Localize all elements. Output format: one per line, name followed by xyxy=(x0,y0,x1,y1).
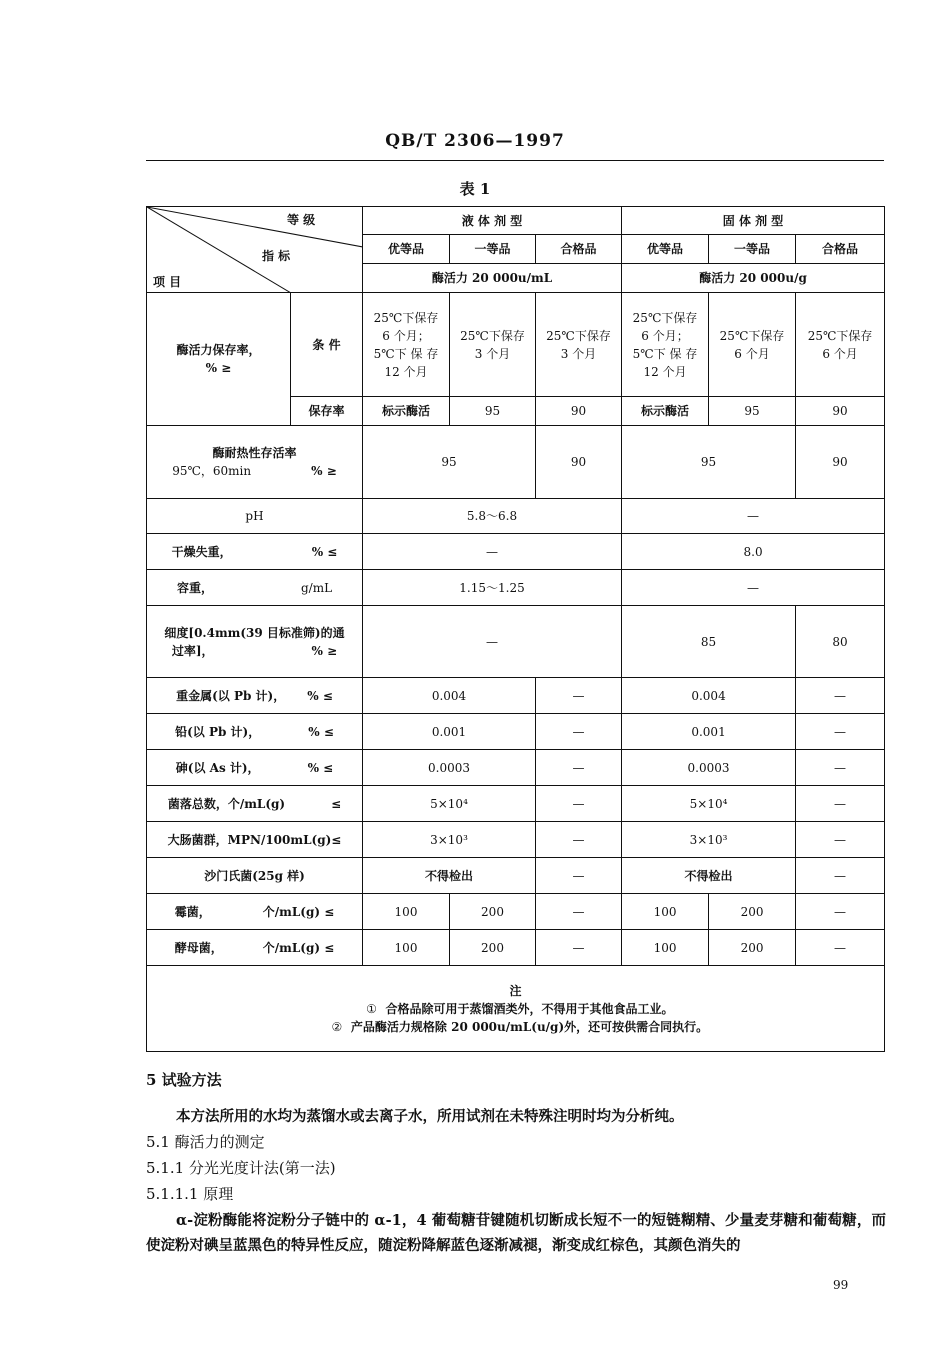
contaminant-value: 0.0003 xyxy=(622,750,796,786)
heat-value: 95 xyxy=(622,426,796,499)
fineness-solid-b: 80 xyxy=(796,606,885,678)
fineness-liquid: — xyxy=(363,606,622,678)
spec-table xyxy=(146,206,885,1052)
header-rule xyxy=(146,160,884,161)
rate-label: 保存率 xyxy=(291,397,363,426)
yeast-value: 200 xyxy=(709,930,796,966)
contaminant-label: 沙门氏菌(25g 样) xyxy=(147,858,363,894)
page-number: 99 xyxy=(833,1278,849,1292)
retention-label-line2: % ≥ xyxy=(205,361,232,375)
mold-value: 100 xyxy=(622,894,709,930)
contaminant-value: — xyxy=(796,750,885,786)
contaminant-label: 菌落总数，个/mL(g) ≤ xyxy=(147,786,363,822)
condition-cell: 25℃下保存 6 个月； 5℃下 保 存 12 个月 xyxy=(622,293,709,397)
note-item: ① 合格品除可用于蒸馏酒类外，不得用于其他食品工业。 xyxy=(366,1001,674,1016)
activity-spec-solid: 酶活力 20 000u/g xyxy=(622,264,885,293)
mold-value: 200 xyxy=(709,894,796,930)
rate-cell: 标示酶活 xyxy=(363,397,450,426)
contaminant-label: 大肠菌群，MPN/100mL(g)≤ xyxy=(147,822,363,858)
contaminant-value: — xyxy=(796,714,885,750)
mold-value: 200 xyxy=(450,894,536,930)
mold-label: 霉菌， 个/mL(g) ≤ xyxy=(147,894,363,930)
condition-cell: 25℃下保存 3 个月 xyxy=(450,293,536,397)
condition-cell: 25℃下保存 6 个月； 5℃下 保 存 12 个月 xyxy=(363,293,450,397)
condition-cell: 25℃下保存 6 个月 xyxy=(709,293,796,397)
standard-code: QB/T 2306—1997 xyxy=(385,131,565,151)
grade-cell: 合格品 xyxy=(796,235,885,264)
contaminant-value: — xyxy=(536,786,622,822)
corner-indicator-label: 指 标 xyxy=(262,249,291,263)
corner-item-label: 项 目 xyxy=(153,275,182,289)
contaminant-value: — xyxy=(536,822,622,858)
grade-cell: 合格品 xyxy=(536,235,622,264)
spec-table-wrapper xyxy=(146,206,884,1046)
contaminant-value: 0.001 xyxy=(363,714,536,750)
grade-cell: 优等品 xyxy=(363,235,450,264)
retention-label-cell xyxy=(147,293,291,426)
yeast-label: 酵母菌， 个/mL(g) ≤ xyxy=(147,930,363,966)
contaminant-value: — xyxy=(536,750,622,786)
contaminant-value: 5×10⁴ xyxy=(622,786,796,822)
heat-stability-label: 酶耐热性存活率 95℃，60min % ≥ xyxy=(147,426,363,499)
contaminant-value: 0.004 xyxy=(363,678,536,714)
ph-liquid: 5.8～6.8 xyxy=(363,499,622,534)
bulk-density-label: 容重， g/mL xyxy=(147,570,363,606)
section-5-1-1-heading: 5.1.1 分光光度计法(第一法) xyxy=(146,1159,336,1177)
condition-cell: 25℃下保存 3 个月 xyxy=(536,293,622,397)
contaminant-value: 0.001 xyxy=(622,714,796,750)
rate-cell: 95 xyxy=(450,397,536,426)
contaminant-value: — xyxy=(796,786,885,822)
rate-cell: 标示酶活 xyxy=(622,397,709,426)
mold-value: 100 xyxy=(363,894,450,930)
group-solid: 固 体 剂 型 xyxy=(622,207,885,235)
contaminant-label: 砷(以 As 计)， % ≤ xyxy=(147,750,363,786)
paragraph-1: 本方法所用的水均为蒸馏水或去离子水，所用试剂在未特殊注明时均为分析纯。 xyxy=(176,1108,684,1125)
grade-cell: 一等品 xyxy=(709,235,796,264)
yeast-value: 100 xyxy=(363,930,450,966)
contaminant-value: — xyxy=(536,678,622,714)
contaminant-value: 5×10⁴ xyxy=(363,786,536,822)
yeast-value: — xyxy=(536,930,622,966)
contaminant-value: 0.004 xyxy=(622,678,796,714)
yeast-value: — xyxy=(796,930,885,966)
contaminant-label: 重金属(以 Pb 计)， % ≤ xyxy=(147,678,363,714)
contaminant-value: 不得检出 xyxy=(622,858,796,894)
fineness-label: 细度[0.4mm(39 目标准筛)的通 过率]， % ≥ xyxy=(147,606,363,678)
corner-grade-label: 等 级 xyxy=(287,213,316,227)
notes-title: 注 xyxy=(509,983,522,998)
contaminant-value: — xyxy=(536,714,622,750)
group-liquid: 液 体 剂 型 xyxy=(363,207,622,235)
bulk-density-solid: — xyxy=(622,570,885,606)
contaminant-label: 铅(以 Pb 计)， % ≤ xyxy=(147,714,363,750)
corner-header-cell xyxy=(147,207,363,293)
heat-value: 90 xyxy=(536,426,622,499)
ph-solid: — xyxy=(622,499,885,534)
activity-spec-liquid: 酶活力 20 000u/mL xyxy=(363,264,622,293)
table-notes xyxy=(147,966,885,1052)
contaminant-value: — xyxy=(536,858,622,894)
dry-loss-label: 干燥失重， % ≤ xyxy=(147,534,363,570)
contaminant-value: 0.0003 xyxy=(363,750,536,786)
section-5-heading: 5 试验方法 xyxy=(146,1071,222,1089)
grade-cell: 优等品 xyxy=(622,235,709,264)
mold-value: — xyxy=(536,894,622,930)
table-title: 表 1 xyxy=(459,180,491,198)
note-item: ② 产品酶活力规格除 20 000u/mL(u/g)外，还可按供需合同执行。 xyxy=(331,1019,709,1034)
contaminant-value: 不得检出 xyxy=(363,858,536,894)
section-5-1-heading: 5.1 酶活力的测定 xyxy=(146,1133,265,1151)
rate-cell: 90 xyxy=(796,397,885,426)
condition-label: 条 件 xyxy=(291,293,363,397)
yeast-value: 100 xyxy=(622,930,709,966)
mold-value: — xyxy=(796,894,885,930)
contaminant-value: 3×10³ xyxy=(622,822,796,858)
yeast-value: 200 xyxy=(450,930,536,966)
bulk-density-liquid: 1.15～1.25 xyxy=(363,570,622,606)
contaminant-value: — xyxy=(796,858,885,894)
dry-loss-liquid: — xyxy=(363,534,622,570)
paragraph-2: α-淀粉酶能将淀粉分子链中的 α-1，4 葡萄糖苷键随机切断成长短不一的短链糊精、少量麦芽糖和葡萄糖，而使淀粉对碘呈蓝黑色的特异性反应，随淀粉降解蓝色逐渐减褪，渐变成红棕色，其颜色消失的 xyxy=(146,1212,886,1254)
heat-value: 90 xyxy=(796,426,885,499)
rate-cell: 90 xyxy=(536,397,622,426)
rate-cell: 95 xyxy=(709,397,796,426)
contaminant-value: — xyxy=(796,678,885,714)
section-5-1-1-1-heading: 5.1.1.1 原理 xyxy=(146,1185,234,1203)
fineness-solid-a: 85 xyxy=(622,606,796,678)
contaminant-value: — xyxy=(796,822,885,858)
dry-loss-solid: 8.0 xyxy=(622,534,885,570)
condition-cell: 25℃下保存 6 个月 xyxy=(796,293,885,397)
heat-value: 95 xyxy=(363,426,536,499)
retention-label-line1: 酶活力保存率， xyxy=(176,343,261,357)
ph-label: pH xyxy=(147,499,363,534)
grade-cell: 一等品 xyxy=(450,235,536,264)
contaminant-value: 3×10³ xyxy=(363,822,536,858)
